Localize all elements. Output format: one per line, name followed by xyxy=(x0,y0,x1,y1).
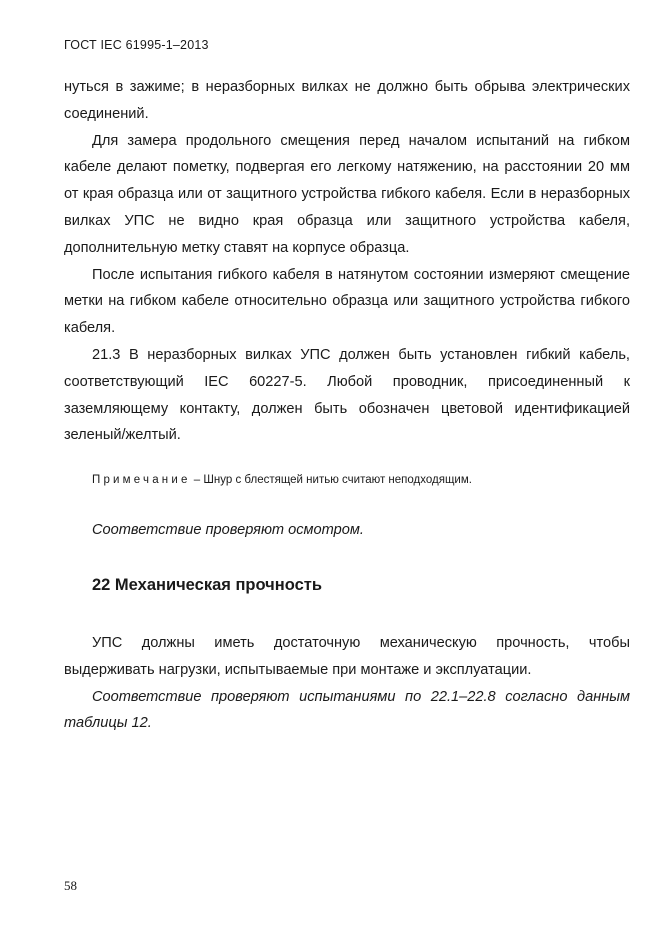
main-body xyxy=(64,74,630,449)
document-header: ГОСТ IEC 61995-1–2013 xyxy=(64,38,209,52)
note xyxy=(92,474,472,486)
section-paragraph: УПС должны иметь достаточную механическую прочность, чтобы выдерживать нагрузки, испытываемые при монтаже и эксплуатации. xyxy=(64,635,630,678)
section-body xyxy=(64,630,630,737)
note-text: – Шнур с блестящей нитью считают неподходящим. xyxy=(190,474,472,486)
body-paragraph-4: 21.3 В неразборных вилках УПС должен быть установлен гибкий кабель, соответствующий IEC 60227-5. Любой проводник, присоединенный к заземляющему контакту, должен быть обозначен цветовой идентификацией зеленый/желтый. xyxy=(64,346,630,444)
section-conformity: Соответствие проверяют испытаниями по 22.1–22.8 согласно данным таблицы 12. xyxy=(64,688,630,732)
note-label: Примечание xyxy=(92,474,191,486)
body-paragraph-3: После испытания гибкого кабеля в натянутом состоянии измеряют смещение метки на гибком кабеле относительно образца или защитного устройства гибкого кабеля. xyxy=(64,266,630,337)
body-paragraph-2: Для замера продольного смещения перед началом испытаний на гибком кабеле делают пометку, подвергая его легкому натяжению, на расстоянии 20 мм от края образца или от защитного устройства гибкого кабеля. Если в неразборных вилках УПС не видно края образца или защитного устройства кабеля, дополнительную метку ставят на корпусе образца. xyxy=(64,132,630,256)
conformity-check: Соответствие проверяют осмотром. xyxy=(92,522,364,538)
page-number: 58 xyxy=(64,878,77,893)
section-heading: 22 Механическая прочность xyxy=(92,576,322,594)
body-paragraph-1: нуться в зажиме; в неразборных вилках не должно быть обрыва электрических соединений. xyxy=(64,79,630,122)
